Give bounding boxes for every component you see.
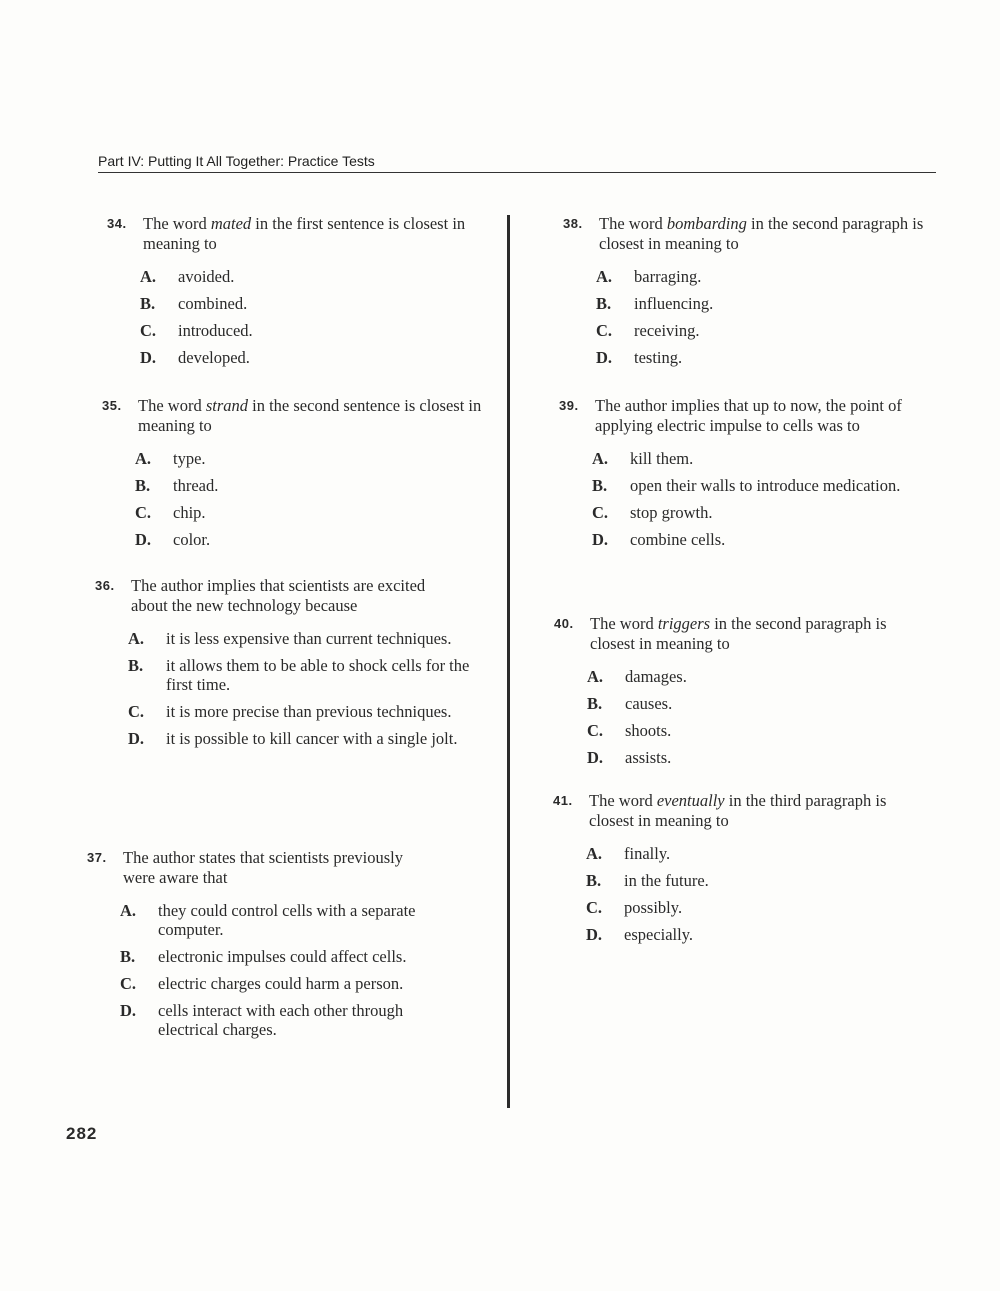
option-b[interactable]: B. open their walls to introduce medication. bbox=[592, 476, 901, 495]
option-d[interactable]: D. assists. bbox=[587, 748, 672, 767]
page-number: 282 bbox=[66, 1124, 98, 1143]
option-c[interactable]: C. possibly. bbox=[586, 898, 683, 917]
question-38 bbox=[563, 214, 943, 375]
question-stem: The word eventually in the third paragraph is closest in meaning to bbox=[589, 791, 887, 830]
question-number: 41. bbox=[553, 793, 573, 808]
question-number: 37. bbox=[87, 850, 107, 865]
option-b[interactable]: B. causes. bbox=[587, 694, 673, 713]
option-c[interactable]: C. shoots. bbox=[587, 721, 672, 740]
key-word: triggers bbox=[657, 614, 711, 633]
question-number: 39. bbox=[559, 398, 579, 413]
option-a[interactable]: A. kill them. bbox=[592, 449, 694, 468]
option-c[interactable]: C. it is more precise than previous techniques. bbox=[128, 702, 452, 721]
question-40 bbox=[554, 614, 939, 775]
header-title: Part IV: Putting It All Together: Practice Tests bbox=[98, 153, 375, 169]
option-c[interactable]: C. chip. bbox=[135, 503, 206, 522]
option-d[interactable]: D. testing. bbox=[596, 348, 683, 367]
option-a[interactable]: A. barraging. bbox=[596, 267, 702, 286]
option-d[interactable]: D. cells interact with each other through electrical charges. bbox=[120, 1001, 404, 1039]
question-stem: The word triggers in the second paragraph is closest in meaning to bbox=[590, 614, 887, 653]
question-stem: The author implies that up to now, the point of applying electric impulse to cells was to bbox=[595, 396, 902, 435]
question-41 bbox=[553, 791, 938, 952]
option-d[interactable]: D. combine cells. bbox=[592, 530, 726, 549]
option-b[interactable]: B. influencing. bbox=[596, 294, 714, 313]
option-d[interactable]: D. it is possible to kill cancer with a single jolt. bbox=[128, 729, 458, 748]
option-c[interactable]: C. introduced. bbox=[140, 321, 253, 340]
option-d[interactable]: D. especially. bbox=[586, 925, 694, 944]
key-word: strand bbox=[205, 396, 249, 415]
option-d[interactable]: D. color. bbox=[135, 530, 211, 549]
question-stem: The author implies that scientists are excited about the new technology because bbox=[131, 576, 426, 615]
option-a[interactable]: A. it is less expensive than current techniques. bbox=[128, 629, 452, 648]
question-stem: The word strand in the second sentence is closest in meaning to bbox=[138, 396, 482, 435]
option-b[interactable]: B. in the future. bbox=[586, 871, 709, 890]
option-c[interactable]: C. stop growth. bbox=[592, 503, 713, 522]
option-a[interactable]: A. avoided. bbox=[140, 267, 235, 286]
option-d[interactable]: D. developed. bbox=[140, 348, 250, 367]
option-a[interactable]: A. they could control cells with a separate computer. bbox=[120, 901, 416, 939]
option-b[interactable]: B. it allows them to be able to shock cells for the first time. bbox=[128, 656, 470, 694]
running-header bbox=[98, 152, 936, 173]
key-word: eventually bbox=[656, 791, 725, 810]
option-a[interactable]: A. finally. bbox=[586, 844, 671, 863]
question-37 bbox=[87, 848, 487, 1047]
option-b[interactable]: B. combined. bbox=[140, 294, 248, 313]
question-stem: The word mated in the first sentence is closest in meaning to bbox=[143, 214, 466, 253]
question-stem: The author states that scientists previously were aware that bbox=[123, 848, 403, 887]
option-a[interactable]: A. damages. bbox=[587, 667, 687, 686]
question-34 bbox=[107, 214, 502, 375]
option-c[interactable]: C. electric charges could harm a person. bbox=[120, 974, 404, 993]
column-divider bbox=[507, 215, 510, 1108]
option-b[interactable]: B. thread. bbox=[135, 476, 219, 495]
question-number: 35. bbox=[102, 398, 122, 413]
option-c[interactable]: C. receiving. bbox=[596, 321, 700, 340]
question-36 bbox=[95, 576, 490, 756]
question-39 bbox=[559, 396, 944, 557]
question-stem: The word bombarding in the second paragraph is closest in meaning to bbox=[599, 214, 924, 253]
question-number: 34. bbox=[107, 216, 127, 231]
question-35 bbox=[102, 396, 502, 557]
question-number: 40. bbox=[554, 616, 574, 631]
key-word: bombarding bbox=[666, 214, 747, 233]
option-a[interactable]: A. type. bbox=[135, 449, 206, 468]
option-b[interactable]: B. electronic impulses could affect cells. bbox=[120, 947, 407, 966]
question-number: 36. bbox=[95, 578, 115, 593]
question-number: 38. bbox=[563, 216, 583, 231]
key-word: mated bbox=[210, 214, 252, 233]
